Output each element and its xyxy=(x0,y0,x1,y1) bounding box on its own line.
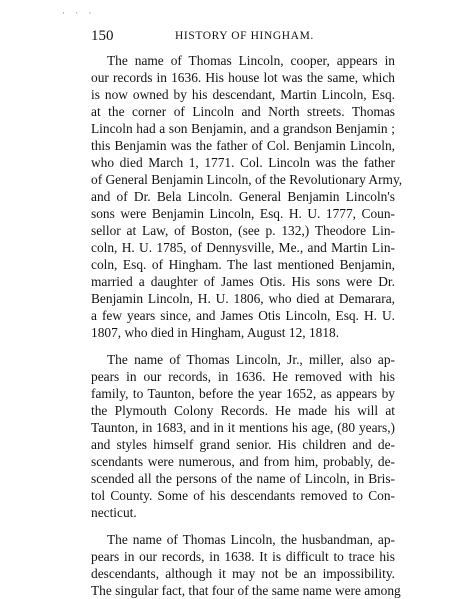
text-line: The name of Thomas Lincoln, Jr., miller, also ap- xyxy=(107,352,395,367)
text-line: necticut. xyxy=(91,505,137,520)
text-line: married a daughter of James Otis. His sons were Dr. xyxy=(91,274,395,289)
text-line: Taunton, in 1683, and in it mentions his age, (80 years,) xyxy=(91,420,395,435)
text-line: the Plymouth Colony Records. He made his will at xyxy=(91,403,395,418)
margin-specks: · · · xyxy=(62,8,96,18)
text-line: descendants, although it may not be an impossibility. xyxy=(91,566,395,581)
text-line: this Benjamin was the father of Col. Benjamin Lincoln, xyxy=(91,138,395,153)
text-line: coln, Esq. of Hingham. The last mentioned Benjamin, xyxy=(91,257,395,272)
text-line: Lincoln had a son Benjamin, and a grandson Benjamin ; xyxy=(91,121,395,136)
text-line: The singular fact, that four of the same name were among xyxy=(91,583,401,598)
text-line: of General Benjamin Lincoln, of the Revolutionary Army, xyxy=(91,172,403,187)
text-line: at the corner of Lincoln and North streets. Thomas xyxy=(91,104,395,119)
text-line: a few years since, and James Otis Lincoln, Esq. H. U. xyxy=(91,308,395,323)
text-line: tol County. Some of his descendants removed to Con- xyxy=(91,488,395,503)
running-title: HISTORY OF HINGHAM. xyxy=(175,30,314,42)
text-line: who died March 1, 1771. Col. Lincoln was the father xyxy=(91,155,395,170)
text-line: scendants were numerous, and from him, probably, de- xyxy=(91,454,395,469)
text-line: and styles himself grand senior. His children and de- xyxy=(91,437,395,452)
text-line: coln, H. U. 1785, of Dennysville, Me., and Martin Lin- xyxy=(91,240,395,255)
text-line: 1807, who died in Hingham, August 12, 1818. xyxy=(91,325,340,340)
running-head xyxy=(91,28,391,46)
text-line: pears in our records, in 1636. He removed with his xyxy=(91,369,395,384)
text-line: sellor at Law, of Boston, (see p. 132,) Theodore Lin- xyxy=(91,223,395,238)
text-line: Benjamin Lincoln, H. U. 1806, who died at Demarara, xyxy=(91,291,395,306)
text-line: The name of Thomas Lincoln, the husbandman, ap- xyxy=(107,532,395,547)
text-line: scended all the persons of the name of Lincoln, in Bris- xyxy=(91,471,395,486)
text-line: is now owned by his descendant, Martin Lincoln, Esq. xyxy=(91,87,395,102)
text-line: our records in 1636. His house lot was the same, which xyxy=(91,70,395,85)
text-line: The name of Thomas Lincoln, cooper, appears in xyxy=(107,53,395,68)
text-line: family, to Taunton, before the year 1652, as appears by xyxy=(91,386,395,401)
page-number: 150 xyxy=(91,28,114,44)
text-line: and of Dr. Bela Lincoln. General Benjamin Lincoln's xyxy=(91,189,395,204)
text-line: pears in our records, in 1638. It is difficult to trace his xyxy=(91,549,395,564)
text-line: sons were Benjamin Lincoln, Esq. H. U. 1777, Coun- xyxy=(91,206,395,221)
